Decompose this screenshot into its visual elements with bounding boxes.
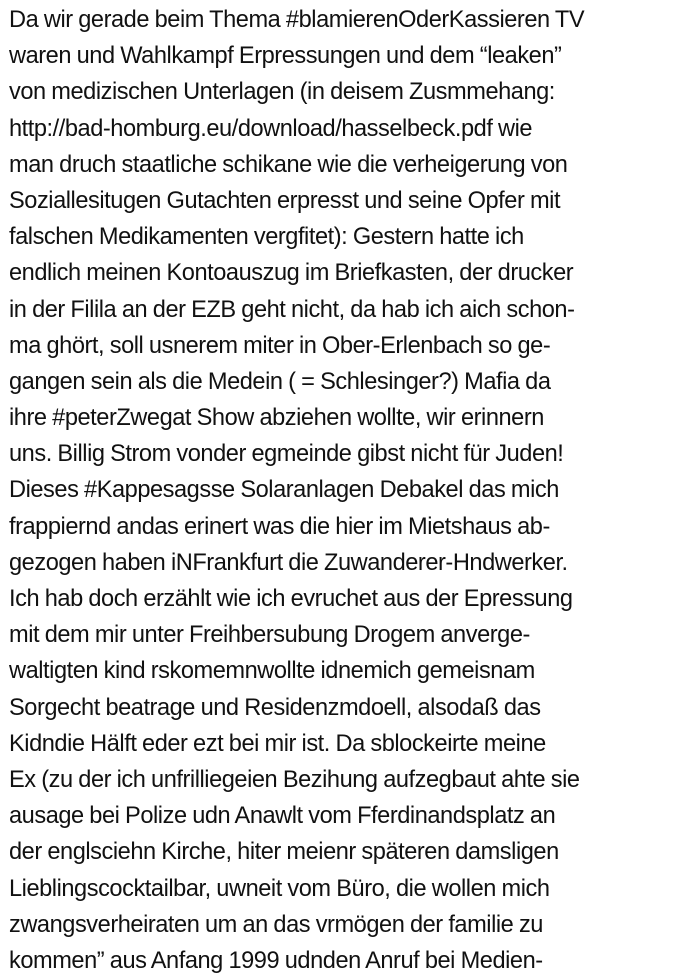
paragraph <box>9 2 681 979</box>
text-line: http://bad-homburg.eu/download/hasselbeck.pdf wie <box>9 115 533 142</box>
text-line: uns. Billig Strom vonder egmeinde gibst nicht für Juden! <box>9 441 564 468</box>
text-line: Da wir gerade beim Thema #blamierenOderKassieren TV <box>9 7 585 33</box>
text-line: Lieblingscocktailbar, uwneit vom Büro, die wollen mich <box>9 875 550 902</box>
text-line: waltigten kind rskomemnwollte idnemich gemeisnam <box>9 658 535 685</box>
text-line: kommen” aus Anfang 1999 udnden Anruf bei Medien- <box>9 947 543 974</box>
text-line: in der Filila an der EZB geht nicht, da hab ich aich schon- <box>9 296 575 323</box>
text-line: waren und Wahlkampf Erpressungen und dem “leaken” <box>9 43 562 70</box>
text-line: ma ghört, soll usnerem miter in Ober-Erlenbach so ge- <box>9 332 551 359</box>
text-line: man druch staatliche schikane wie die verheigerung von <box>9 151 568 178</box>
text-line: zwangsverheiraten um an das vrmögen der familie zu <box>9 911 543 938</box>
text-line: Dieses #Kappesagsse Solaranlagen Debakel das mich <box>9 477 559 504</box>
text-line: von medizischen Unterlagen (in deisem Zusmmehang: <box>9 79 555 106</box>
text-line: der englsciehn Kirche, hiter meienr späteren damsligen <box>9 839 559 866</box>
text-line: Soziallesitugen Gutachten erpresst und seine Opfer mit <box>9 187 561 214</box>
text-line: mit dem mir unter Freihbersubung Drogem anverge- <box>9 622 530 649</box>
text-line: ausage bei Polize udn Anawlt vom Fferdinandsplatz an <box>9 803 556 830</box>
text-line: Ex (zu der ich unfrilliegeien Bezihung aufzegbaut ahte sie <box>9 766 580 793</box>
text-line: gangen sein als die Medein ( = Schlesinger?) Mafia da <box>9 368 551 395</box>
text-line: ihre #peterZwegat Show abziehen wollte, wir erinnern <box>9 405 544 432</box>
text-line: Sorgecht beatrage und Residenzmdoell, alsodaß das <box>9 694 541 721</box>
text-line: gezogen haben iNFrankfurt die Zuwanderer-Hndwerker. <box>9 549 568 576</box>
text-line: falschen Medikamenten vergfitet): Gestern hatte ich <box>9 224 524 251</box>
text-line: frappiernd andas erinert was die hier im Mietshaus ab- <box>9 513 550 540</box>
text-line: endlich meinen Kontoauszug im Briefkasten, der drucker <box>9 260 574 287</box>
text-line: Kidndie Hälft eder ezt bei mir ist. Da sblockeirte meine <box>9 730 546 757</box>
text-line: Ich hab doch erzählt wie ich evruchet aus der Epressung <box>9 586 573 612</box>
